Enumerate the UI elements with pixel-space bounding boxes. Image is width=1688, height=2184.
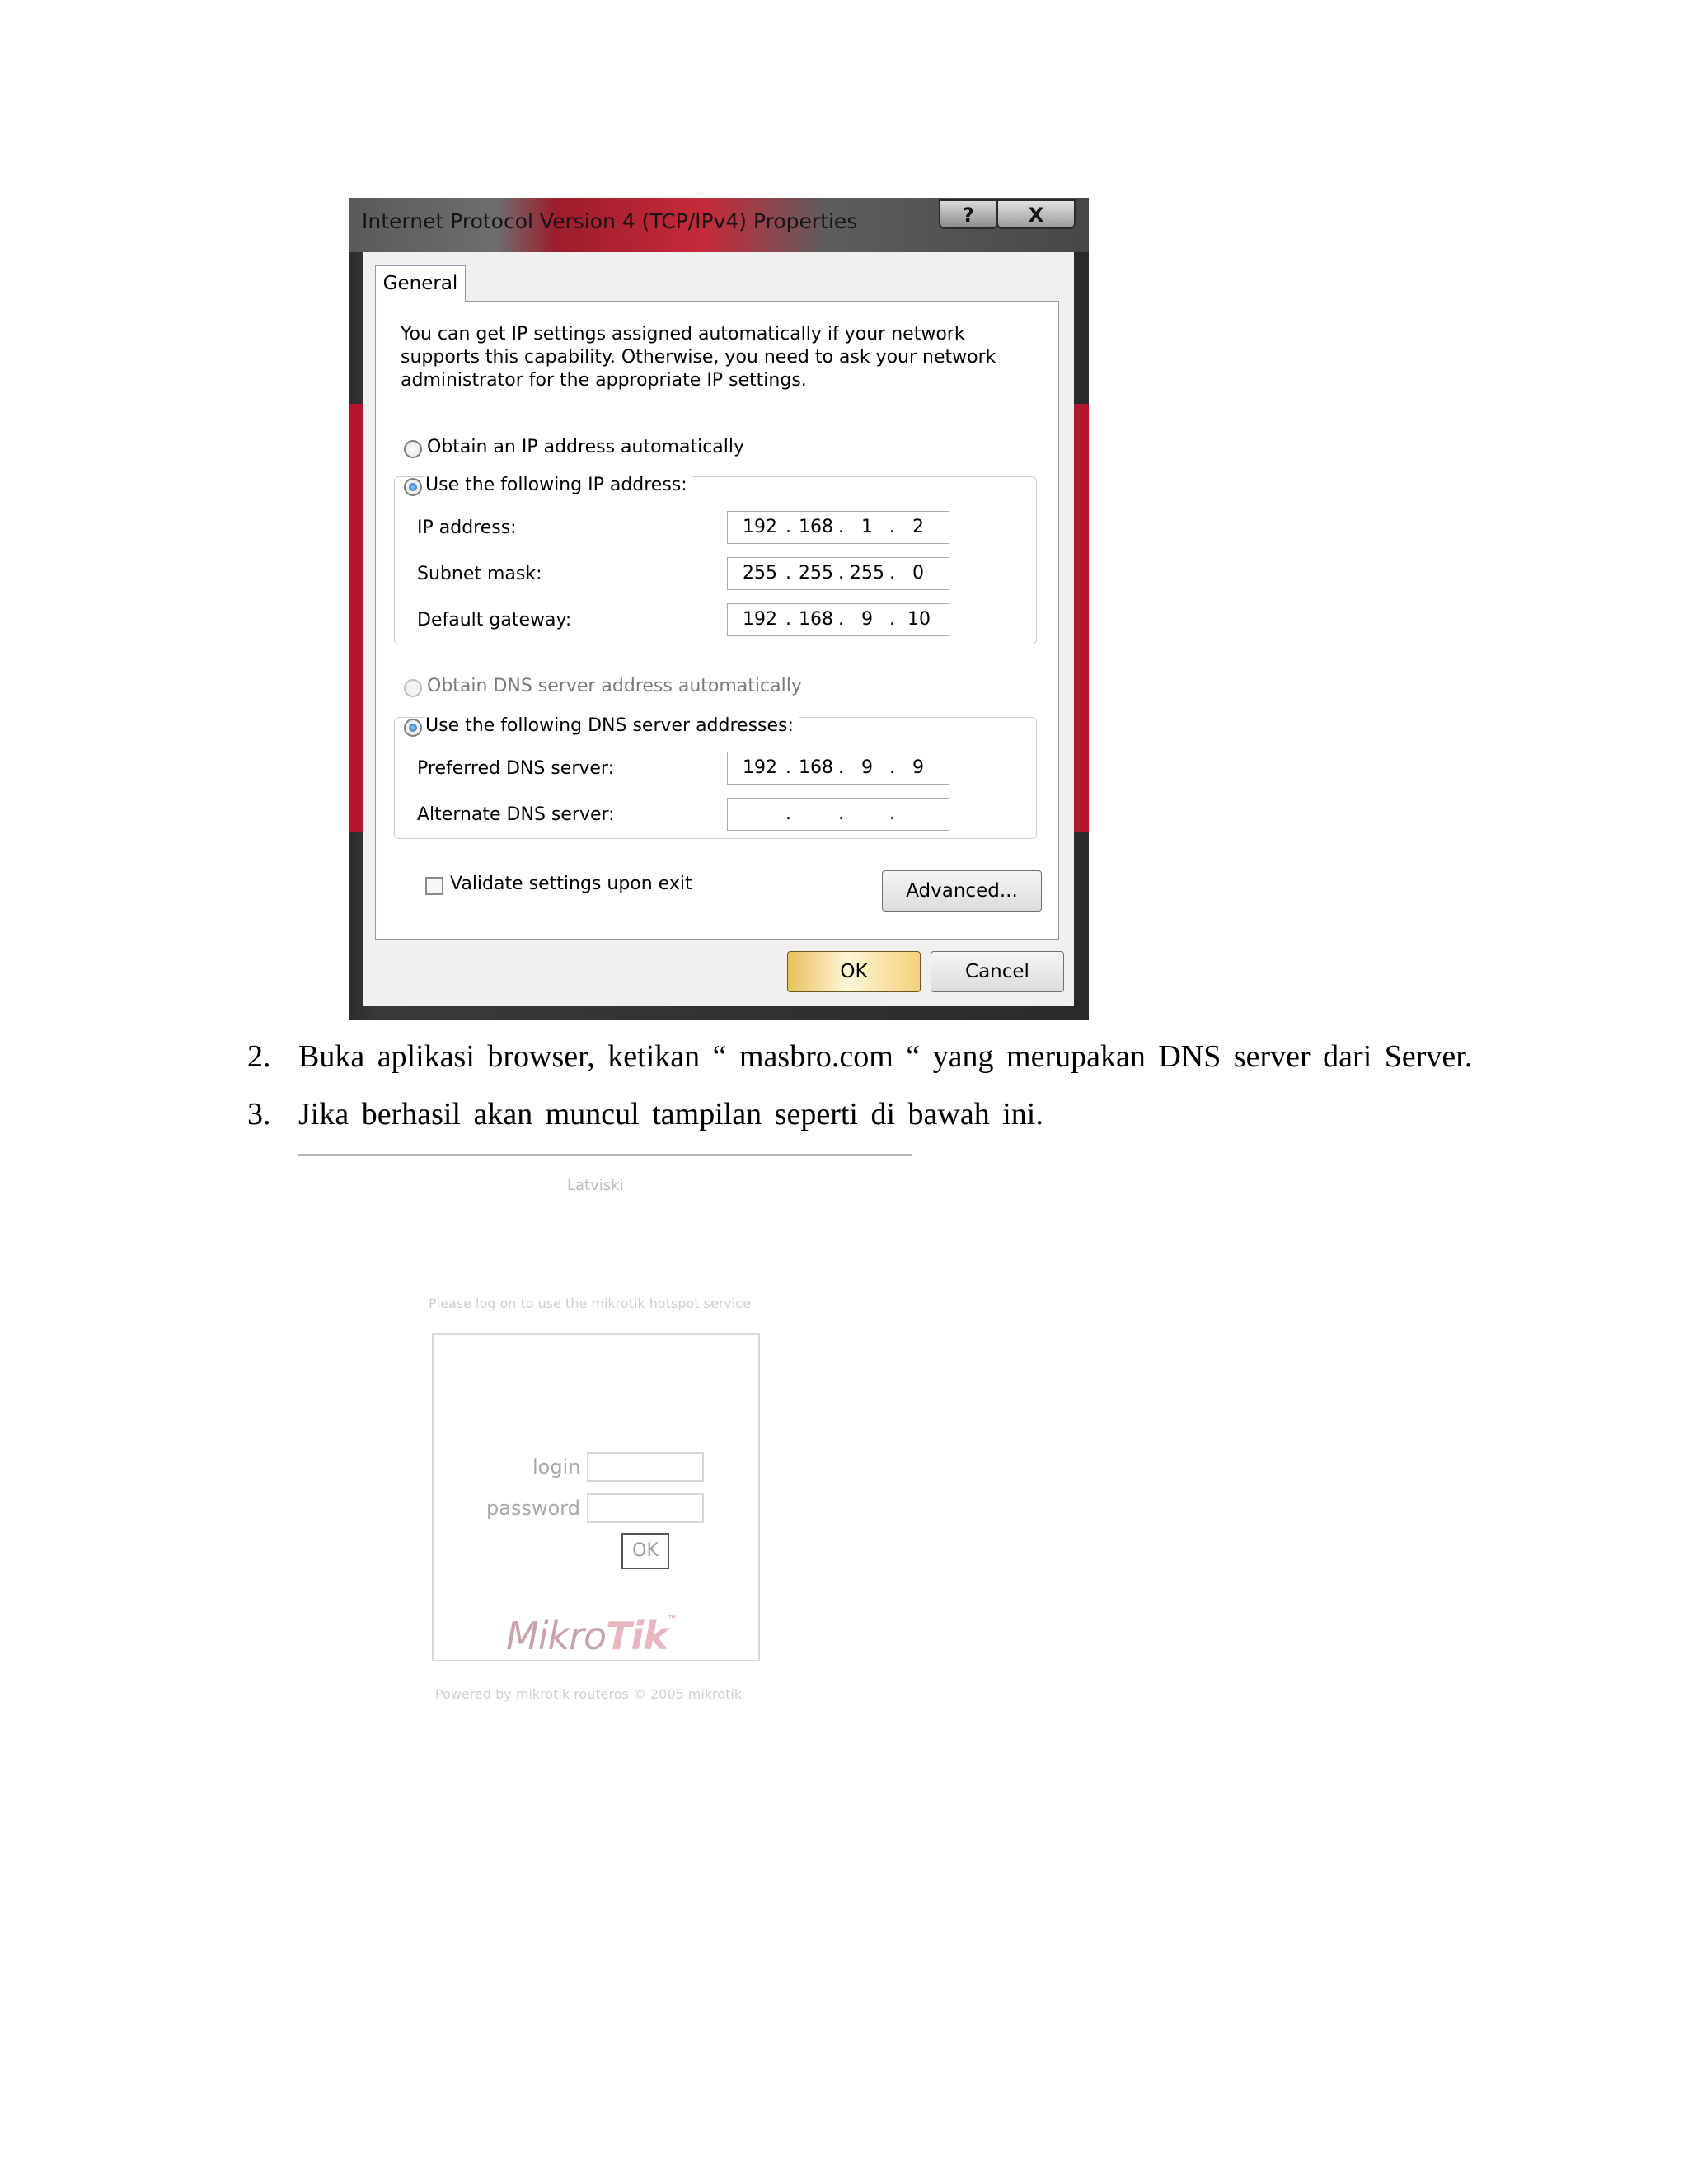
- intro-text: You can get IP settings assigned automatically if your network supports this capability. Otherwise, you need to ask your network administrator for the appropriate IP settings.: [401, 324, 996, 391]
- ok-button[interactable]: OK: [787, 951, 921, 992]
- close-icon: X: [1028, 204, 1044, 227]
- section-divider: [298, 1154, 912, 1156]
- hotspot-ok-button[interactable]: OK: [621, 1533, 669, 1569]
- window-frame-accent-right: [1074, 404, 1089, 832]
- subnet-mask-label: Subnet mask:: [417, 564, 542, 584]
- obtain-dns-auto-radio[interactable]: [404, 679, 422, 697]
- hotspot-prompt: Please log on to use the mikrotik hotspot service: [429, 1296, 751, 1311]
- step-text: Jika berhasil akan muncul tampilan seperti di bawah ini.: [298, 1097, 1043, 1132]
- password-label: password: [486, 1497, 580, 1520]
- ip-address-field[interactable]: 192 . 168 . 1 . 2: [727, 511, 950, 544]
- alternate-dns-field[interactable]: . . .: [727, 798, 950, 831]
- help-icon: ?: [963, 204, 974, 227]
- use-following-dns-label: Use the following DNS server addresses:: [425, 715, 799, 736]
- password-input[interactable]: [587, 1493, 704, 1523]
- hotspot-footer: Powered by mikrotik routeros © 2005 mikrotik: [435, 1686, 743, 1702]
- obtain-ip-auto-label: Obtain an IP address automatically: [427, 437, 745, 457]
- preferred-dns-field[interactable]: 192 . 168 . 9 . 9: [727, 752, 950, 785]
- validate-settings-label: Validate settings upon exit: [450, 874, 692, 894]
- validate-settings-checkbox[interactable]: [425, 877, 443, 895]
- login-input[interactable]: [587, 1452, 704, 1482]
- language-link[interactable]: Latviski: [567, 1177, 624, 1194]
- preferred-dns-label: Preferred DNS server:: [417, 758, 614, 779]
- use-following-ip-radio[interactable]: [404, 478, 422, 496]
- ip-address-label: IP address:: [417, 518, 517, 538]
- tab-general[interactable]: General: [375, 265, 466, 302]
- window-frame-accent-left: [349, 404, 363, 832]
- use-following-ip-label: Use the following IP address:: [425, 475, 692, 495]
- use-following-dns-radio[interactable]: [404, 719, 422, 737]
- obtain-ip-auto-radio[interactable]: [404, 440, 422, 458]
- close-button[interactable]: [996, 199, 1076, 229]
- default-gateway-label: Default gateway:: [417, 610, 572, 630]
- cancel-button[interactable]: Cancel: [931, 951, 1064, 992]
- step-number: 2.: [247, 1039, 271, 1074]
- general-tab-panel: [375, 301, 1059, 940]
- dialog-title: Internet Protocol Version 4 (TCP/IPv4) Properties: [362, 209, 858, 233]
- ipv4-properties-dialog: [349, 198, 1089, 1020]
- help-button[interactable]: [939, 199, 998, 229]
- default-gateway-field[interactable]: 192 . 168 . 9 . 10: [727, 603, 950, 636]
- step-text: Buka aplikasi browser, ketikan “ masbro.com “ yang merupakan DNS server dari Server.: [298, 1039, 1473, 1074]
- obtain-dns-auto-label: Obtain DNS server address automatically: [427, 676, 802, 696]
- dialog-titlebar: [349, 198, 1089, 252]
- advanced-button[interactable]: Advanced...: [882, 870, 1042, 912]
- alternate-dns-label: Alternate DNS server:: [417, 804, 615, 825]
- step-number: 3.: [247, 1097, 271, 1132]
- mikrotik-logo: MikroTik™: [506, 1614, 677, 1658]
- subnet-mask-field[interactable]: 255 . 255 . 255 . 0: [727, 557, 950, 590]
- login-label: login: [532, 1455, 581, 1479]
- dialog-client-area: [363, 252, 1074, 1006]
